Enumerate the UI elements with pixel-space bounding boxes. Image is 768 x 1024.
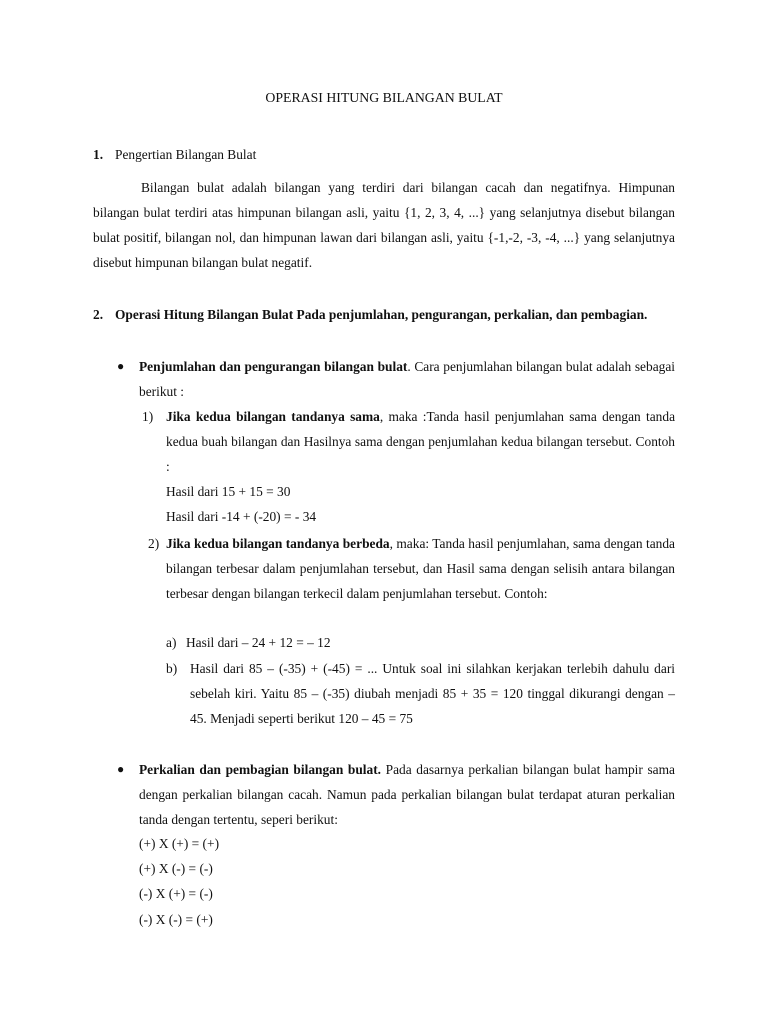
item-1-marker: 1)	[142, 409, 154, 424]
bullet-1-text	[139, 354, 675, 404]
item-2-text	[166, 531, 675, 606]
rule-1: (+) X (+) = (+)	[139, 836, 220, 851]
bullet-2-bold: Perkalian dan pembagian bilangan bulat.	[139, 762, 382, 777]
bullet-1-body: . Cara penjumlahan bilangan bulat adalah sebagai berikut :	[139, 359, 675, 399]
sub-b-text: Hasil dari 85 – (-35) + (-45) = ... Untuk soal ini silahkan kerjakan terlebih dahulu dari sebelah kiri. Yaitu 85 – (-35) diubah menjadi 85 + 35 = 120 tinggal dikurangi dengan – 45. Menjadi seperti berikut 120 – 45 = 75	[190, 661, 675, 726]
section1-number: 1.	[93, 147, 104, 162]
document-title: OPERASI HITUNG BILANGAN BULAT	[265, 90, 503, 105]
bullet-1-marker: ●	[117, 359, 125, 373]
item-2-bold: Jika kedua bilangan tandanya berbeda	[166, 536, 390, 551]
item-1-body: , maka :Tanda hasil penjumlahan sama dengan tanda kedua buah bilangan dan Hasilnya sama dengan penjumlahan kedua bilangan tersebut. Contoh :	[166, 409, 676, 474]
item-1-example-2: Hasil dari -14 + (-20) = - 34	[166, 509, 317, 524]
sub-a-marker: a)	[166, 635, 177, 650]
section2-number: 2.	[93, 307, 104, 322]
rule-3: (-) X (+) = (-)	[139, 886, 213, 901]
section1-heading: Pengertian Bilangan Bulat	[115, 147, 257, 162]
item-1-example-1: Hasil dari 15 + 15 = 30	[166, 484, 291, 499]
item-2-marker: 2)	[148, 536, 160, 551]
rule-2: (+) X (-) = (-)	[139, 861, 213, 876]
bullet-2-text	[139, 757, 675, 832]
section1-paragraph: Bilangan bulat adalah bilangan yang terdiri dari bilangan cacah dan negatifnya. Himpunan bilangan bulat terdiri atas himpunan bilangan asli, yaitu {1, 2, 3, 4, ...} yang selanjutnya disebut bilangan bulat positif, bilangan nol, dan himpunan lawan dari bilangan asli, yaitu {-1,-2, -3, -4, ...} yang selanjutnya disebut himpunan bilangan bulat negatif.	[93, 180, 675, 270]
item-1-text	[166, 404, 675, 479]
bullet-2-body: Pada dasarnya perkalian bilangan bulat hampir sama dengan perkalian bilangan cacah. Namun pada perkalian bilangan bulat terdapat aturan perkalian tanda dengan tertentu, seperi berikut:	[139, 762, 675, 827]
sub-b-marker: b)	[166, 661, 178, 676]
item-1-bold: Jika kedua bilangan tandanya sama	[166, 409, 380, 424]
section2-heading: Operasi Hitung Bilangan Bulat Pada penjumlahan, pengurangan, perkalian, dan pembagian.	[115, 307, 648, 322]
bullet-1-bold: Penjumlahan dan pengurangan bilangan bulat	[139, 359, 408, 374]
bullet-2-marker: ●	[117, 762, 125, 776]
sub-a-text: Hasil dari – 24 + 12 = – 12	[186, 635, 331, 650]
item-2-body: , maka: Tanda hasil penjumlahan, sama dengan tanda bilangan terbesar dalam penjumlahan tersebut, dan Hasil sama dengan selisih antara bilangan terbesar dengan bilangan terkecil dalam penjumlahan tersebut. Contoh:	[166, 536, 675, 601]
rule-4: (-) X (-) = (+)	[139, 912, 213, 927]
